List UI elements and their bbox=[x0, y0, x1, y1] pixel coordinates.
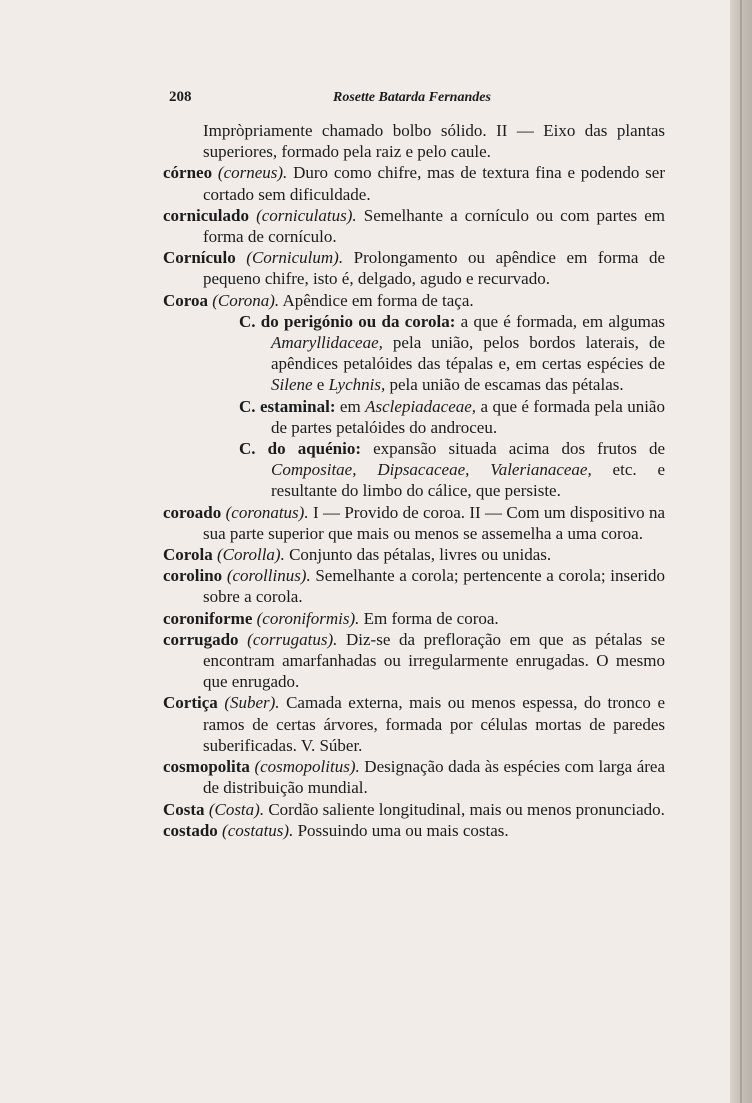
subentry-italic-name: Asclepiadaceae, bbox=[365, 396, 477, 416]
glossary-entry-cortica bbox=[163, 692, 665, 756]
page-number: 208 bbox=[169, 89, 192, 105]
entry-latin-name: (Corona). bbox=[212, 290, 280, 310]
glossary-entry-corneo bbox=[163, 162, 665, 204]
entry-definition: Em forma de coroa. bbox=[359, 608, 499, 628]
running-head: Rosette Batarda Fernandes bbox=[333, 90, 491, 105]
entry-definition: Possuindo uma ou mais costas. bbox=[293, 820, 509, 840]
subentry-text: pela união de escamas das pétalas. bbox=[385, 375, 624, 395]
subentry-text: a que é formada, em algumas bbox=[455, 311, 665, 331]
glossary-subentry-coroa-perigonio bbox=[163, 311, 665, 396]
subentry-term: C. do perigónio ou da corola: bbox=[239, 311, 456, 331]
entry-definition: Semelhante a cornículo ou com partes em forma de cornículo. bbox=[203, 205, 666, 247]
glossary-body bbox=[163, 120, 665, 841]
entry-latin-name: (corniculatus). bbox=[256, 205, 357, 225]
entry-definition: Cordão saliente longitudinal, mais ou menos pronunciado. bbox=[264, 799, 665, 819]
glossary-entry-corolino bbox=[163, 565, 665, 607]
glossary-entry-coroado bbox=[163, 502, 665, 544]
entry-latin-name: (Costa). bbox=[208, 799, 265, 819]
glossary-entry-corrugado bbox=[163, 629, 665, 693]
entry-latin-name: (Corniculum). bbox=[246, 248, 344, 268]
subentry-text: pela união, pelos bordos laterais, de apêndices petalóides das tépalas e, em certas espécies de bbox=[271, 333, 665, 374]
subentry-text: a que é formada pela união de partes petalóides do androceu. bbox=[271, 396, 665, 437]
entry-definition: Designação dada às espécies com larga área de distribuição mundial. bbox=[203, 757, 666, 798]
entry-latin-name: (coroniformis). bbox=[256, 608, 360, 628]
entry-definition: Semelhante a corola; pertencente a corola; inserido sobre a corola. bbox=[203, 566, 666, 607]
entry-latin-name: (corrugatus). bbox=[247, 629, 338, 649]
entry-term: cosmopolita bbox=[163, 757, 250, 777]
entry-term: coroniforme bbox=[163, 608, 253, 628]
entry-latin-name: (Suber). bbox=[224, 693, 280, 713]
entry-latin-name: (Corolla). bbox=[217, 545, 285, 565]
entry-definition: Conjunto das pétalas, livres ou unidas. bbox=[284, 545, 552, 565]
subentry-term: C. do aquénio: bbox=[239, 439, 362, 459]
entry-definition: Prolongamento ou apêndice em forma de pequeno chifre, isto é, delgado, agudo e recurvado. bbox=[203, 248, 666, 289]
subentry-term: C. estaminal: bbox=[239, 396, 336, 416]
entry-definition: I — Provido de coroa. II — Com um dispositivo na sua parte superior que mais ou menos se assemelha a uma coroa. bbox=[203, 502, 665, 543]
subentry-text: expansão situada acima dos frutos de bbox=[361, 439, 666, 459]
entry-term: Corola bbox=[163, 545, 213, 565]
page-header bbox=[163, 89, 665, 111]
entry-term: Coroa bbox=[163, 290, 209, 310]
glossary-entry-corola bbox=[163, 544, 665, 565]
entry-definition: Camada externa, mais ou menos espessa, do tronco e ramos de certas árvores, formada por células mortas de paredes suberificadas. V. Súber. bbox=[203, 693, 666, 755]
entry-term: costado bbox=[163, 820, 218, 840]
glossary-entry-coroa bbox=[163, 290, 665, 311]
entry-definition: Diz-se da prefloração em que as pétalas se encontram amarfanhadas ou irregularmente enrugadas. O mesmo que enrugado. bbox=[203, 629, 665, 692]
entry-term: coroado bbox=[163, 502, 222, 522]
glossary-entry-costado bbox=[163, 820, 665, 841]
glossary-entry-costa bbox=[163, 799, 665, 820]
entry-term: corniculado bbox=[163, 205, 249, 225]
entry-term: corrugado bbox=[163, 629, 239, 649]
entry-latin-name: (coronatus). bbox=[225, 502, 309, 522]
glossary-entry-coroniforme bbox=[163, 608, 665, 629]
glossary-subentry-coroa-estaminal bbox=[163, 396, 665, 438]
entry-latin-name: (costatus). bbox=[222, 820, 294, 840]
entry-latin-name: (corollinus). bbox=[226, 566, 311, 586]
entry-term: Cornículo bbox=[163, 248, 236, 268]
entry-definition: Apêndice em forma de taça. bbox=[279, 290, 474, 310]
entry-definition: Impròpriamente chamado bolbo sólido. II — Eixo das plantas superiores, formado pela raiz e pelo caule. bbox=[203, 121, 665, 162]
subentry-italic-name: Compositae, Dipsacaceae, Valerianaceae, bbox=[271, 460, 592, 480]
glossary-subentry-coroa-aquenio bbox=[163, 438, 665, 502]
entry-latin-name: (corneus). bbox=[217, 163, 288, 183]
glossary-entry-continuation bbox=[163, 120, 665, 162]
glossary-entry-corniculado bbox=[163, 205, 665, 247]
subentry-text: em bbox=[335, 396, 366, 416]
subentry-italic-name: Lychnis, bbox=[328, 375, 386, 395]
page-edge-line bbox=[740, 0, 742, 1103]
glossary-entry-corniculo bbox=[163, 247, 665, 289]
subentry-text: e bbox=[312, 375, 329, 395]
entry-term: Cortiça bbox=[163, 693, 218, 713]
glossary-entry-cosmopolita bbox=[163, 756, 665, 798]
subentry-italic-name: Amaryllidaceae, bbox=[271, 333, 383, 353]
entry-term: corolino bbox=[163, 566, 223, 586]
entry-term: córneo bbox=[163, 163, 213, 183]
subentry-text: etc. e resultante do limbo do cálice, que persiste. bbox=[271, 460, 665, 501]
subentry-italic-name: Silene bbox=[271, 375, 313, 395]
entry-latin-name: (cosmopolitus). bbox=[254, 757, 360, 777]
entry-term: Costa bbox=[163, 799, 205, 819]
entry-definition: Duro como chifre, mas de textura fina e podendo ser cortado sem dificuldade. bbox=[203, 163, 665, 204]
